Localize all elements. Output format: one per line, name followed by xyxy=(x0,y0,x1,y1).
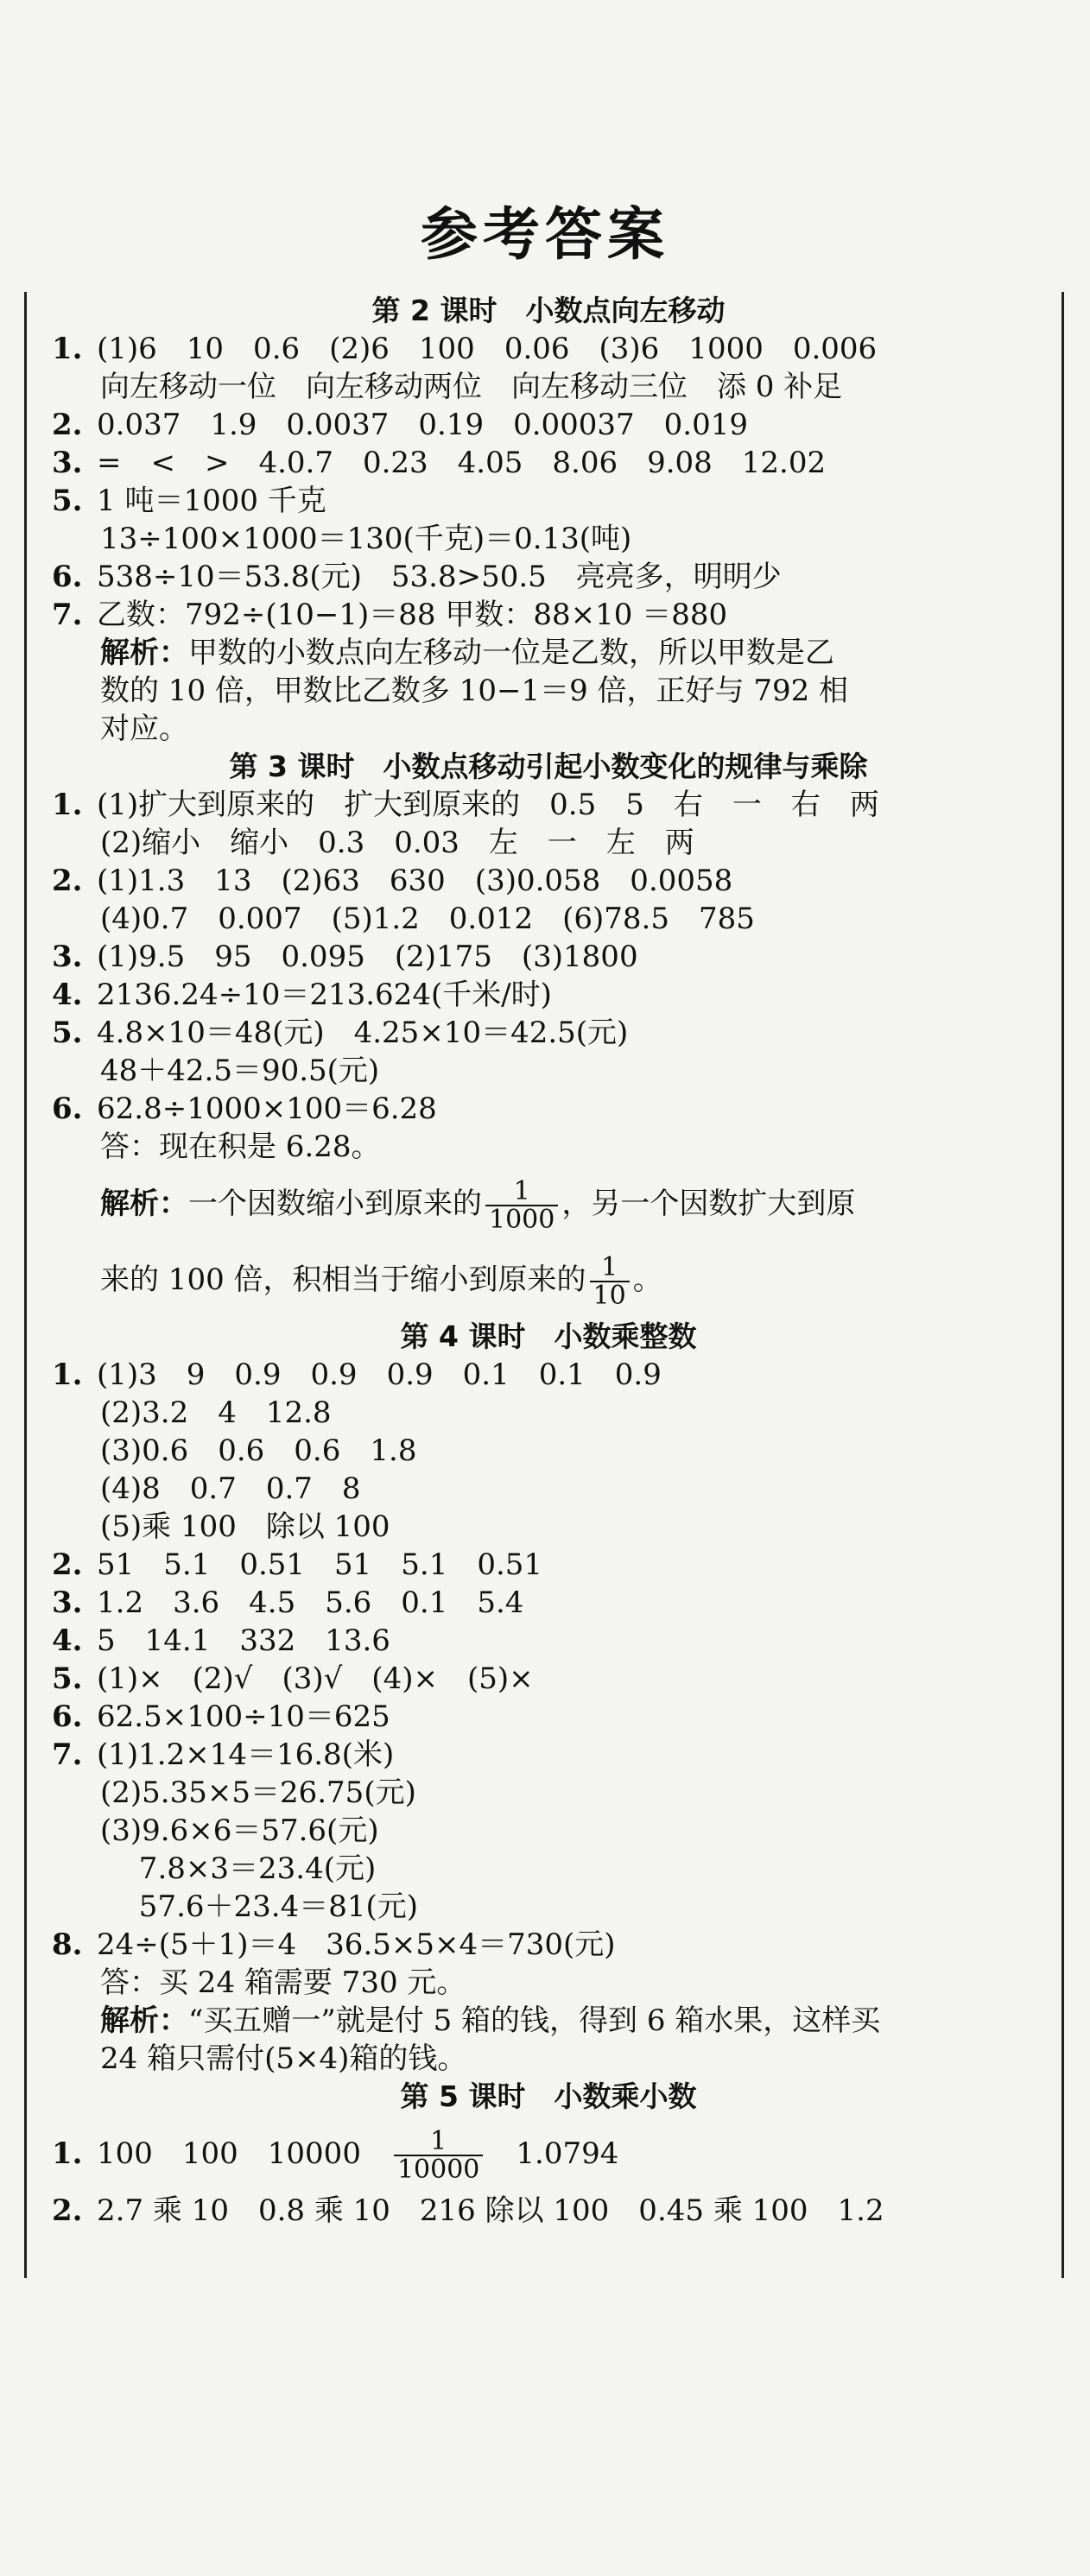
fraction-numerator: 1 xyxy=(601,1251,618,1282)
question-number: 7. xyxy=(52,1737,83,1772)
answer-line xyxy=(52,1926,1045,1964)
answer-line xyxy=(52,1242,1045,1318)
answer-line xyxy=(52,406,1045,444)
question-number: 6. xyxy=(52,1092,83,1126)
answer-text: (4)8 0.7 0.7 8 xyxy=(100,1472,361,1506)
analysis-label: 解析： xyxy=(100,2003,188,2038)
answer-text: 1 吨＝1000 千克 xyxy=(97,484,326,518)
question-number: 2. xyxy=(52,408,83,442)
answer-text: (3)0.6 0.6 0.6 1.8 xyxy=(100,1434,417,1468)
answer-line xyxy=(52,1470,1045,1508)
answer-text: (2)3.2 4 12.8 xyxy=(100,1396,332,1430)
answer-line xyxy=(52,824,1045,862)
answer-line xyxy=(52,900,1045,938)
answer-text: (1)9.5 95 0.095 (2)175 (3)1800 xyxy=(97,940,638,974)
question-number: 4. xyxy=(52,978,83,1012)
answer-text: (1)× (2)√ (3)√ (4)× (5)× xyxy=(97,1661,534,1696)
lesson-heading: 第 2 课时 小数点向左移动 xyxy=(371,294,726,327)
question-number: 7. xyxy=(52,598,83,632)
fraction xyxy=(590,1251,630,1311)
question-number: 1. xyxy=(52,2136,83,2171)
answer-text: (1)1.3 13 (2)63 630 (3)0.058 0.0058 xyxy=(97,864,733,898)
answer-line xyxy=(52,1774,1045,1812)
question-number: 1. xyxy=(52,788,83,822)
lesson-heading: 第 5 课时 小数乘小数 xyxy=(400,2079,697,2113)
question-number: 2. xyxy=(52,1547,83,1582)
answer-text: 5 14.1 332 13.6 xyxy=(97,1623,390,1658)
fraction-numerator: 1 xyxy=(430,2125,447,2156)
question-number: 2. xyxy=(52,864,83,898)
answer-line xyxy=(52,2116,1045,2192)
answer-line xyxy=(52,1622,1045,1660)
answer-line xyxy=(52,938,1045,976)
answer-line xyxy=(52,1812,1045,1850)
answer-text: 0.037 1.9 0.0037 0.19 0.00037 0.019 xyxy=(97,408,749,442)
answer-content xyxy=(52,292,1045,2230)
answer-text: (4)0.7 0.007 (5)1.2 0.012 (6)78.5 785 xyxy=(100,902,755,936)
answer-text: 24÷(5＋1)＝4 36.5×5×4＝730(元) xyxy=(97,1927,616,1962)
answer-line xyxy=(52,1736,1045,1774)
question-number: 2. xyxy=(52,2193,83,2228)
answer-text: 1.0794 xyxy=(516,2136,619,2171)
answer-line xyxy=(52,2192,1045,2230)
answer-text: 乙数：792÷(10−1)＝88 甲数：88×10 ＝880 xyxy=(97,598,728,632)
answer-text: (2)5.35×5＝26.75(元) xyxy=(100,1775,416,1810)
answer-line xyxy=(52,786,1045,824)
fraction-denominator: 1000 xyxy=(485,1205,558,1234)
lesson-heading: 第 4 课时 小数乘整数 xyxy=(400,1320,697,1353)
answer-line xyxy=(52,1356,1045,1394)
answer-line xyxy=(52,482,1045,520)
answer-text: 48＋42.5＝90.5(元) xyxy=(100,1054,380,1088)
answer-line xyxy=(52,520,1045,558)
answer-line xyxy=(52,1964,1045,2002)
answer-text: 62.5×100÷10＝625 xyxy=(97,1699,390,1734)
answer-text: (1)1.2×14＝16.8(米) xyxy=(97,1737,395,1772)
answer-line xyxy=(52,2040,1045,2078)
answer-line xyxy=(52,1508,1045,1546)
answer-text: 答：现在积是 6.28。 xyxy=(100,1130,381,1164)
answer-text: (3)9.6×6＝57.6(元) xyxy=(100,1813,379,1848)
answer-text: 24 箱只需付(5×4)箱的钱。 xyxy=(100,2041,467,2076)
answer-text: 数的 10 倍，甲数比乙数多 10−1＝9 倍，正好与 792 相 xyxy=(100,674,849,708)
fraction xyxy=(485,1175,558,1235)
answer-line xyxy=(52,634,1045,672)
question-number: 6. xyxy=(52,560,83,594)
question-number: 5. xyxy=(52,1016,83,1050)
answer-text: (1)3 9 0.9 0.9 0.9 0.1 0.1 0.9 xyxy=(97,1358,662,1392)
answer-line xyxy=(52,1090,1045,1128)
answer-text: 。 xyxy=(632,1263,662,1297)
page-title: 参考答案 xyxy=(421,201,669,268)
answer-text: (1)6 10 0.6 (2)6 100 0.06 (3)6 1000 0.006 xyxy=(97,332,878,366)
question-number: 1. xyxy=(52,332,83,366)
question-number: 3. xyxy=(52,446,83,480)
answer-text: 51 5.1 0.51 51 5.1 0.51 xyxy=(97,1547,543,1582)
question-number: 3. xyxy=(52,940,83,974)
question-number: 6. xyxy=(52,1699,83,1734)
answer-text: 13÷100×1000＝130(千克)＝0.13(吨) xyxy=(100,522,632,556)
answer-text: 甲数的小数点向左移动一位是乙数，所以甲数是乙 xyxy=(188,636,834,670)
answer-text: (5)乘 100 除以 100 xyxy=(100,1510,390,1544)
question-number: 8. xyxy=(52,1927,83,1962)
answer-text: 100 100 10000 xyxy=(97,2136,361,2171)
answer-line xyxy=(52,862,1045,900)
answer-text: 来的 100 倍，积相当于缩小到原来的 xyxy=(100,1263,586,1297)
answer-text: 62.8÷1000×100＝6.28 xyxy=(97,1092,437,1126)
answer-line xyxy=(52,1584,1045,1622)
answer-text: 对应。 xyxy=(100,712,188,746)
fraction xyxy=(394,2125,483,2185)
answer-line xyxy=(52,368,1045,406)
answer-text: 向左移动一位 向左移动两位 向左移动三位 添 0 补足 xyxy=(100,370,843,404)
answer-line xyxy=(52,444,1045,482)
answer-line xyxy=(52,1698,1045,1736)
answer-line xyxy=(52,1888,1045,1926)
analysis-label: 解析： xyxy=(100,636,188,670)
answer-text: 538÷10＝53.8(元) 53.8>50.5 亮亮多，明明少 xyxy=(97,560,782,594)
answer-text: “买五赠一”就是付 5 箱的钱，得到 6 箱水果，这样买 xyxy=(188,2003,881,2038)
answer-line xyxy=(52,1660,1045,1698)
answer-text: 一个因数缩小到原来的 xyxy=(188,1187,482,1221)
answer-text: 2136.24÷10＝213.624(千米/时) xyxy=(97,978,552,1012)
fraction-numerator: 1 xyxy=(513,1175,530,1206)
answer-text: ，另一个因数扩大到原 xyxy=(561,1187,856,1221)
answer-line xyxy=(52,2002,1045,2040)
answer-line xyxy=(52,1166,1045,1242)
answer-text: 57.6＋23.4＝81(元) xyxy=(100,1889,419,1924)
answer-line xyxy=(52,1128,1045,1166)
answer-text: 7.8×3＝23.4(元) xyxy=(100,1851,377,1886)
answer-line xyxy=(52,558,1045,596)
answer-text: 4.8×10＝48(元) 4.25×10＝42.5(元) xyxy=(97,1016,629,1050)
answer-line xyxy=(52,1432,1045,1470)
answer-line xyxy=(52,1394,1045,1432)
question-number: 3. xyxy=(52,1585,83,1620)
answer-line xyxy=(52,1850,1045,1888)
answer-text: 1.2 3.6 4.5 5.6 0.1 5.4 xyxy=(97,1585,524,1620)
question-number: 5. xyxy=(52,1661,83,1696)
analysis-label: 解析： xyxy=(100,1187,188,1221)
answer-text: (1)扩大到原来的 扩大到原来的 0.5 5 右 一 右 两 xyxy=(97,788,879,822)
answer-line xyxy=(52,596,1045,634)
answer-text: 答：买 24 箱需要 730 元。 xyxy=(100,1965,466,2000)
question-number: 1. xyxy=(52,1358,83,1392)
answer-text: 2.7 乘 10 0.8 乘 10 216 除以 100 0.45 乘 100 1.2 xyxy=(97,2193,884,2228)
question-number: 4. xyxy=(52,1623,83,1658)
answer-line xyxy=(52,1014,1045,1052)
answer-line xyxy=(52,330,1045,368)
answer-text: = < > 4.0.7 0.23 4.05 8.06 9.08 12.02 xyxy=(97,446,827,480)
fraction-denominator: 10 xyxy=(590,1281,630,1310)
fraction-denominator: 10000 xyxy=(394,2155,483,2184)
answer-line xyxy=(52,1052,1045,1090)
lesson-heading: 第 3 课时 小数点移动引起小数变化的规律与乘除 xyxy=(229,750,868,783)
question-number: 5. xyxy=(52,484,83,518)
answer-line xyxy=(52,976,1045,1014)
answer-line xyxy=(52,710,1045,748)
answer-text: (2)缩小 缩小 0.3 0.03 左 一 左 两 xyxy=(100,826,694,860)
answer-line xyxy=(52,1546,1045,1584)
answer-line xyxy=(52,672,1045,710)
